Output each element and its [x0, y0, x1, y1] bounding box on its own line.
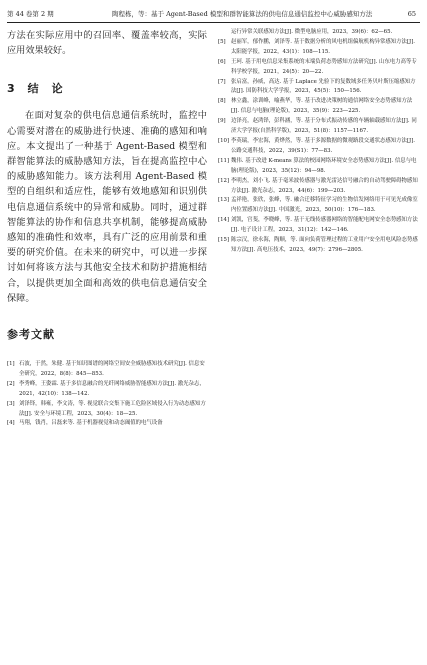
reference-item: [218, 38, 418, 58]
reference-number: [4]: [7, 420, 15, 427]
reference-item: [218, 157, 418, 177]
reference-number: [2]: [7, 380, 15, 387]
reference-continuation: 运行异常关联感知方法[J]. 微型电脑应用，2023，39(6)：62—65.: [231, 29, 393, 35]
reference-number: [6]: [218, 58, 226, 65]
reference-text: 李明杰，刘小飞. 基于毫米波传感器与激光雷达信号融合的自动驾驶障碍物感知方法[J]. 激光杂志，2023，44(6)：199—203.: [231, 177, 418, 194]
page-number: 65: [407, 10, 416, 18]
references-title: 参考文献: [7, 328, 55, 342]
reference-text: 林立鑫，涂训峰，喻燕华，等. 基于改进决策树的通信网络安全态势感知方法[J]. 信息与电脑(理论版)，2023，35(9)：223—225.: [231, 98, 413, 115]
reference-item: [218, 177, 418, 197]
reference-item: [218, 236, 418, 256]
reference-text: 刘泽铎，韩雍，李文涛，等. 视觉联合交集下施工危险区域侵入行为动态感知方法[J]. 安全与环境工程，2023，30(4)：18—25.: [19, 400, 206, 417]
reference-number: [3]: [7, 400, 15, 407]
running-title: 陶程栋，等：基于 Agent-Based 模型和群智能算法的供电信息通信监控中心威胁感知方法: [112, 10, 373, 18]
journal-volume: 第 44 卷第 2 期: [7, 10, 54, 18]
reference-item: [218, 137, 418, 157]
reference-text: 陈宗汉，徐永海，陶顺，等. 面向负荷管理过程的工业用户安全用电风险态势感知方法[J]. 高电压技术，2023，49(7)：2796—2805.: [231, 237, 418, 253]
reference-number: [11]: [218, 157, 230, 164]
intro-paragraph: 方法在实际应用中的召回率、覆盖率较高，实际应用效果较好。: [7, 30, 207, 57]
reference-text: 马翔，钱肖，吕磊来等. 基于机器视觉和动态阈值的电气设备: [19, 420, 163, 427]
reference-item: [7, 380, 207, 400]
reference-text: 赵丽军，郁作鹏，刘泽等. 基于数据分析的风电机组偏航机构异常感知方法[J]. 太阳能学报，2022，43(1)：108—115.: [231, 38, 416, 55]
reference-item: [218, 117, 418, 137]
section-title-conclusion: 3 结 论: [7, 82, 64, 96]
reference-number: [9]: [218, 118, 226, 125]
reference-text: 孟祥艳，张欣，张峰，等. 融合迁移特征学习的生物信发网络用于可见光成像室内位置感知方法[J]. 中国激光，2023，50(10)：176—183.: [231, 197, 418, 214]
reference-item: [7, 360, 207, 380]
reference-number: [14]: [218, 217, 230, 224]
left-column: [7, 28, 207, 429]
reference-text: 王珂. 基于用电信息采集系统的末端负荷态势感知方法研究[J]. 山东电力高等专科学校学报，2021，24(5)：20—22.: [231, 58, 417, 75]
reference-text: 魏伟. 基于改进 K-means 算法的校园网络环境安全态势感知方法[J]. 信息与电脑(理论版)，2023，35(12)：94—98.: [231, 157, 417, 174]
reference-item: [218, 58, 418, 78]
reference-text: 张启富，孙威，高达. 基于 Laplace 先验下的复数域多任务贝叶斯压缩感知方法[J]. 国防科技大学学报，2023，45(5)：150—156.: [231, 78, 416, 95]
reference-item: [218, 97, 418, 117]
reference-item: [218, 78, 418, 98]
reference-text: 石波，于然，朱健. 基于知识图谱的网络空间安全威胁感知技术研究[J]. 信息安全研究，2022，8(8)：845—853.: [19, 361, 205, 377]
right-column: [218, 28, 418, 256]
reference-number: [8]: [218, 98, 226, 105]
reference-item: [7, 419, 207, 429]
header-rule: [7, 22, 420, 23]
conclusion-paragraph: 在面对复杂的供电信息通信系统时，监控中心需要对潜在的威胁进行快速、准确的感知和响应。本文提出了一种基于 Agent-Based 模型和群智能算法的威胁感知方法，旨在提高监控中心的威胁感知能力。该方法利用 Agent-Based 模型的自组织和适应性，能够有效地感知和识别供电信息通信系统中的异常和威胁。同时，通过群智能算法的协作和信息共享机制，能够提高威胁感知的准确性和效率，具有广泛的应用前景和重要的研究价值。在未来的研究中，可以进一步探讨如何将该方法与其他安全技术和防护措施相结合，以提供更加全面和高效的供电信息通信安全保障。: [7, 110, 207, 304]
reference-item: [218, 216, 418, 236]
reference-number: [12]: [218, 177, 230, 184]
page-header: [7, 8, 420, 20]
reference-number: [15]: [218, 237, 230, 244]
reference-number: [13]: [218, 197, 230, 204]
reference-text: 李英瑞，李宏海，黄烨然，等. 基于多源数据的微观路段交通状态感知方法[J]. 公路交通科技，2022，39(S1)：77—83.: [231, 137, 416, 154]
reference-number: [7]: [218, 78, 226, 85]
reference-text: 边泽亮，赵鸿铎，彭科涵，等. 基于分布式振动传感的车辆轴载感知方法[J]. 同济大学学报(自然科学版)，2023，51(8)：1157—1167.: [231, 118, 417, 135]
reference-item: [218, 196, 418, 216]
reference-text: 刘凯，宫斐，李晓峰，等. 基于无线传感器网络的智能配电网安全态势感知方法[J]. 电子设计工程，2023，31(12)：142—146.: [231, 217, 418, 234]
reference-number: [1]: [7, 361, 15, 368]
reference-number: [10]: [218, 137, 230, 144]
reference-text: 李秀峰，王姿霖. 基于多信息融合的光纤网络威胁智能感知方法[J]. 激光杂志，2021，42(10)：138—142.: [19, 380, 205, 397]
reference-number: [5]: [218, 38, 226, 45]
reference-item: [7, 400, 207, 420]
